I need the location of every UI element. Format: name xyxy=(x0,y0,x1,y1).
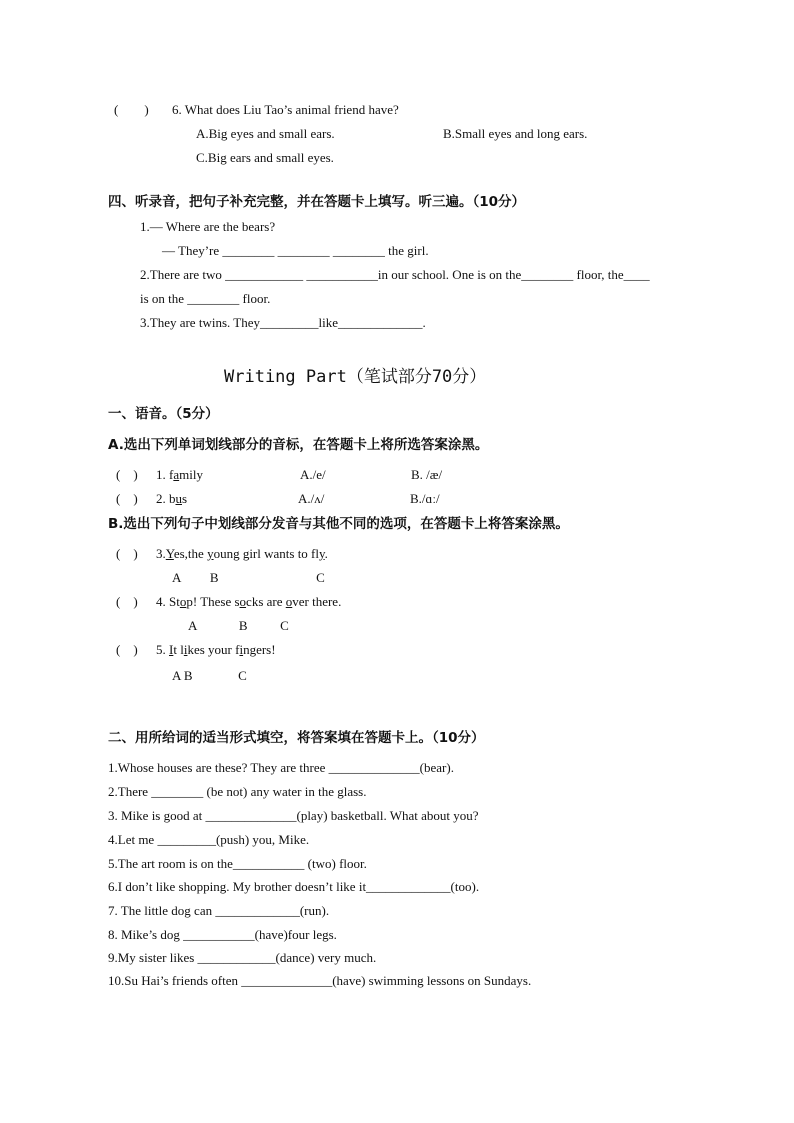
answer-paren: ( ) xyxy=(116,546,138,561)
fill-q1-answer: — They’re ________ ________ ________ the girl. xyxy=(162,243,429,258)
fill-q2-line2: is on the ________ floor. xyxy=(140,291,271,306)
answer-paren: ( ) xyxy=(114,102,149,117)
list-item: 9.My sister likes ____________(dance) very much. xyxy=(108,950,377,965)
phonics-q3-labels: A B C xyxy=(172,570,325,585)
question-6: 6. What does Liu Tao’s animal friend have? xyxy=(172,102,399,117)
list-item: 3. Mike is good at ______________(play) basketball. What about you? xyxy=(108,808,479,823)
option-a: A.Big eyes and small ears. xyxy=(196,126,335,141)
section-1-heading: 一、语音。（5分） xyxy=(108,406,219,422)
option-b: B.Small eyes and long ears. xyxy=(443,126,588,141)
answer-paren: ( ) xyxy=(116,491,138,506)
phonics-q2-option-a: A./ʌ/ xyxy=(298,491,325,506)
phonics-q2-option-b: B./ɑː/ xyxy=(410,491,440,506)
list-item: 4.Let me _________(push) you, Mike. xyxy=(108,832,310,847)
part-b-instruction: B.选出下列句子中划线部分发音与其他不同的选项，在答题卡上将答案涂黑。 xyxy=(108,516,569,532)
phonics-q1-option-a: A./e/ xyxy=(300,467,326,482)
phonics-q2-word: 2. bus xyxy=(156,491,188,506)
answer-paren: ( ) xyxy=(116,642,138,657)
list-item: 2.There ________ (be not) any water in the glass. xyxy=(108,784,367,799)
phonics-q5-sentence: 5. It likes your fingers! xyxy=(156,642,276,657)
phonics-q3-sentence: 3.Yes,the young girl wants to fly. xyxy=(156,546,328,561)
list-item: 5.The art room is on the___________ (two) floor. xyxy=(108,856,367,871)
phonics-q4-labels: A B C xyxy=(188,618,289,633)
answer-paren: ( ) xyxy=(116,594,138,609)
fill-q2-line1: 2.There are two ____________ ___________in our school. One is on the________ floor, the____ xyxy=(140,267,650,282)
option-c: C.Big ears and small eyes. xyxy=(196,150,334,165)
section-2-heading: 二、用所给词的适当形式填空，将答案填在答题卡上。（10分） xyxy=(108,730,485,746)
section-4-heading: 四、听录音，把句子补充完整，并在答题卡上填写。听三遍。（10分） xyxy=(108,194,526,210)
fill-q1-question: 1.— Where are the bears? xyxy=(140,219,276,234)
answer-paren: ( ) xyxy=(116,467,138,482)
list-item: 10.Su Hai’s friends often ______________(have) swimming lessons on Sundays. xyxy=(108,973,532,988)
phonics-q4-sentence: 4. Stop! These socks are over there. xyxy=(156,594,342,609)
writing-part-title: Writing Part（笔试部分70分） xyxy=(224,367,487,387)
list-item: 8. Mike’s dog ___________(have)four legs. xyxy=(108,927,337,942)
fill-q3: 3.They are twins. They_________like_____________. xyxy=(140,315,426,330)
phonics-q1-word: 1. family xyxy=(156,467,203,482)
phonics-q5-labels: A B C xyxy=(172,668,247,683)
list-item: 7. The little dog can _____________(run). xyxy=(108,903,330,918)
list-item: 1.Whose houses are these? They are three ______________(bear). xyxy=(108,760,454,775)
part-a-instruction: A.选出下列单词划线部分的音标，在答题卡上将所选答案涂黑。 xyxy=(108,437,489,453)
phonics-q1-option-b: B. /æ/ xyxy=(411,467,443,482)
list-item: 6.I don’t like shopping. My brother doesn’t like it_____________(too). xyxy=(108,879,480,894)
